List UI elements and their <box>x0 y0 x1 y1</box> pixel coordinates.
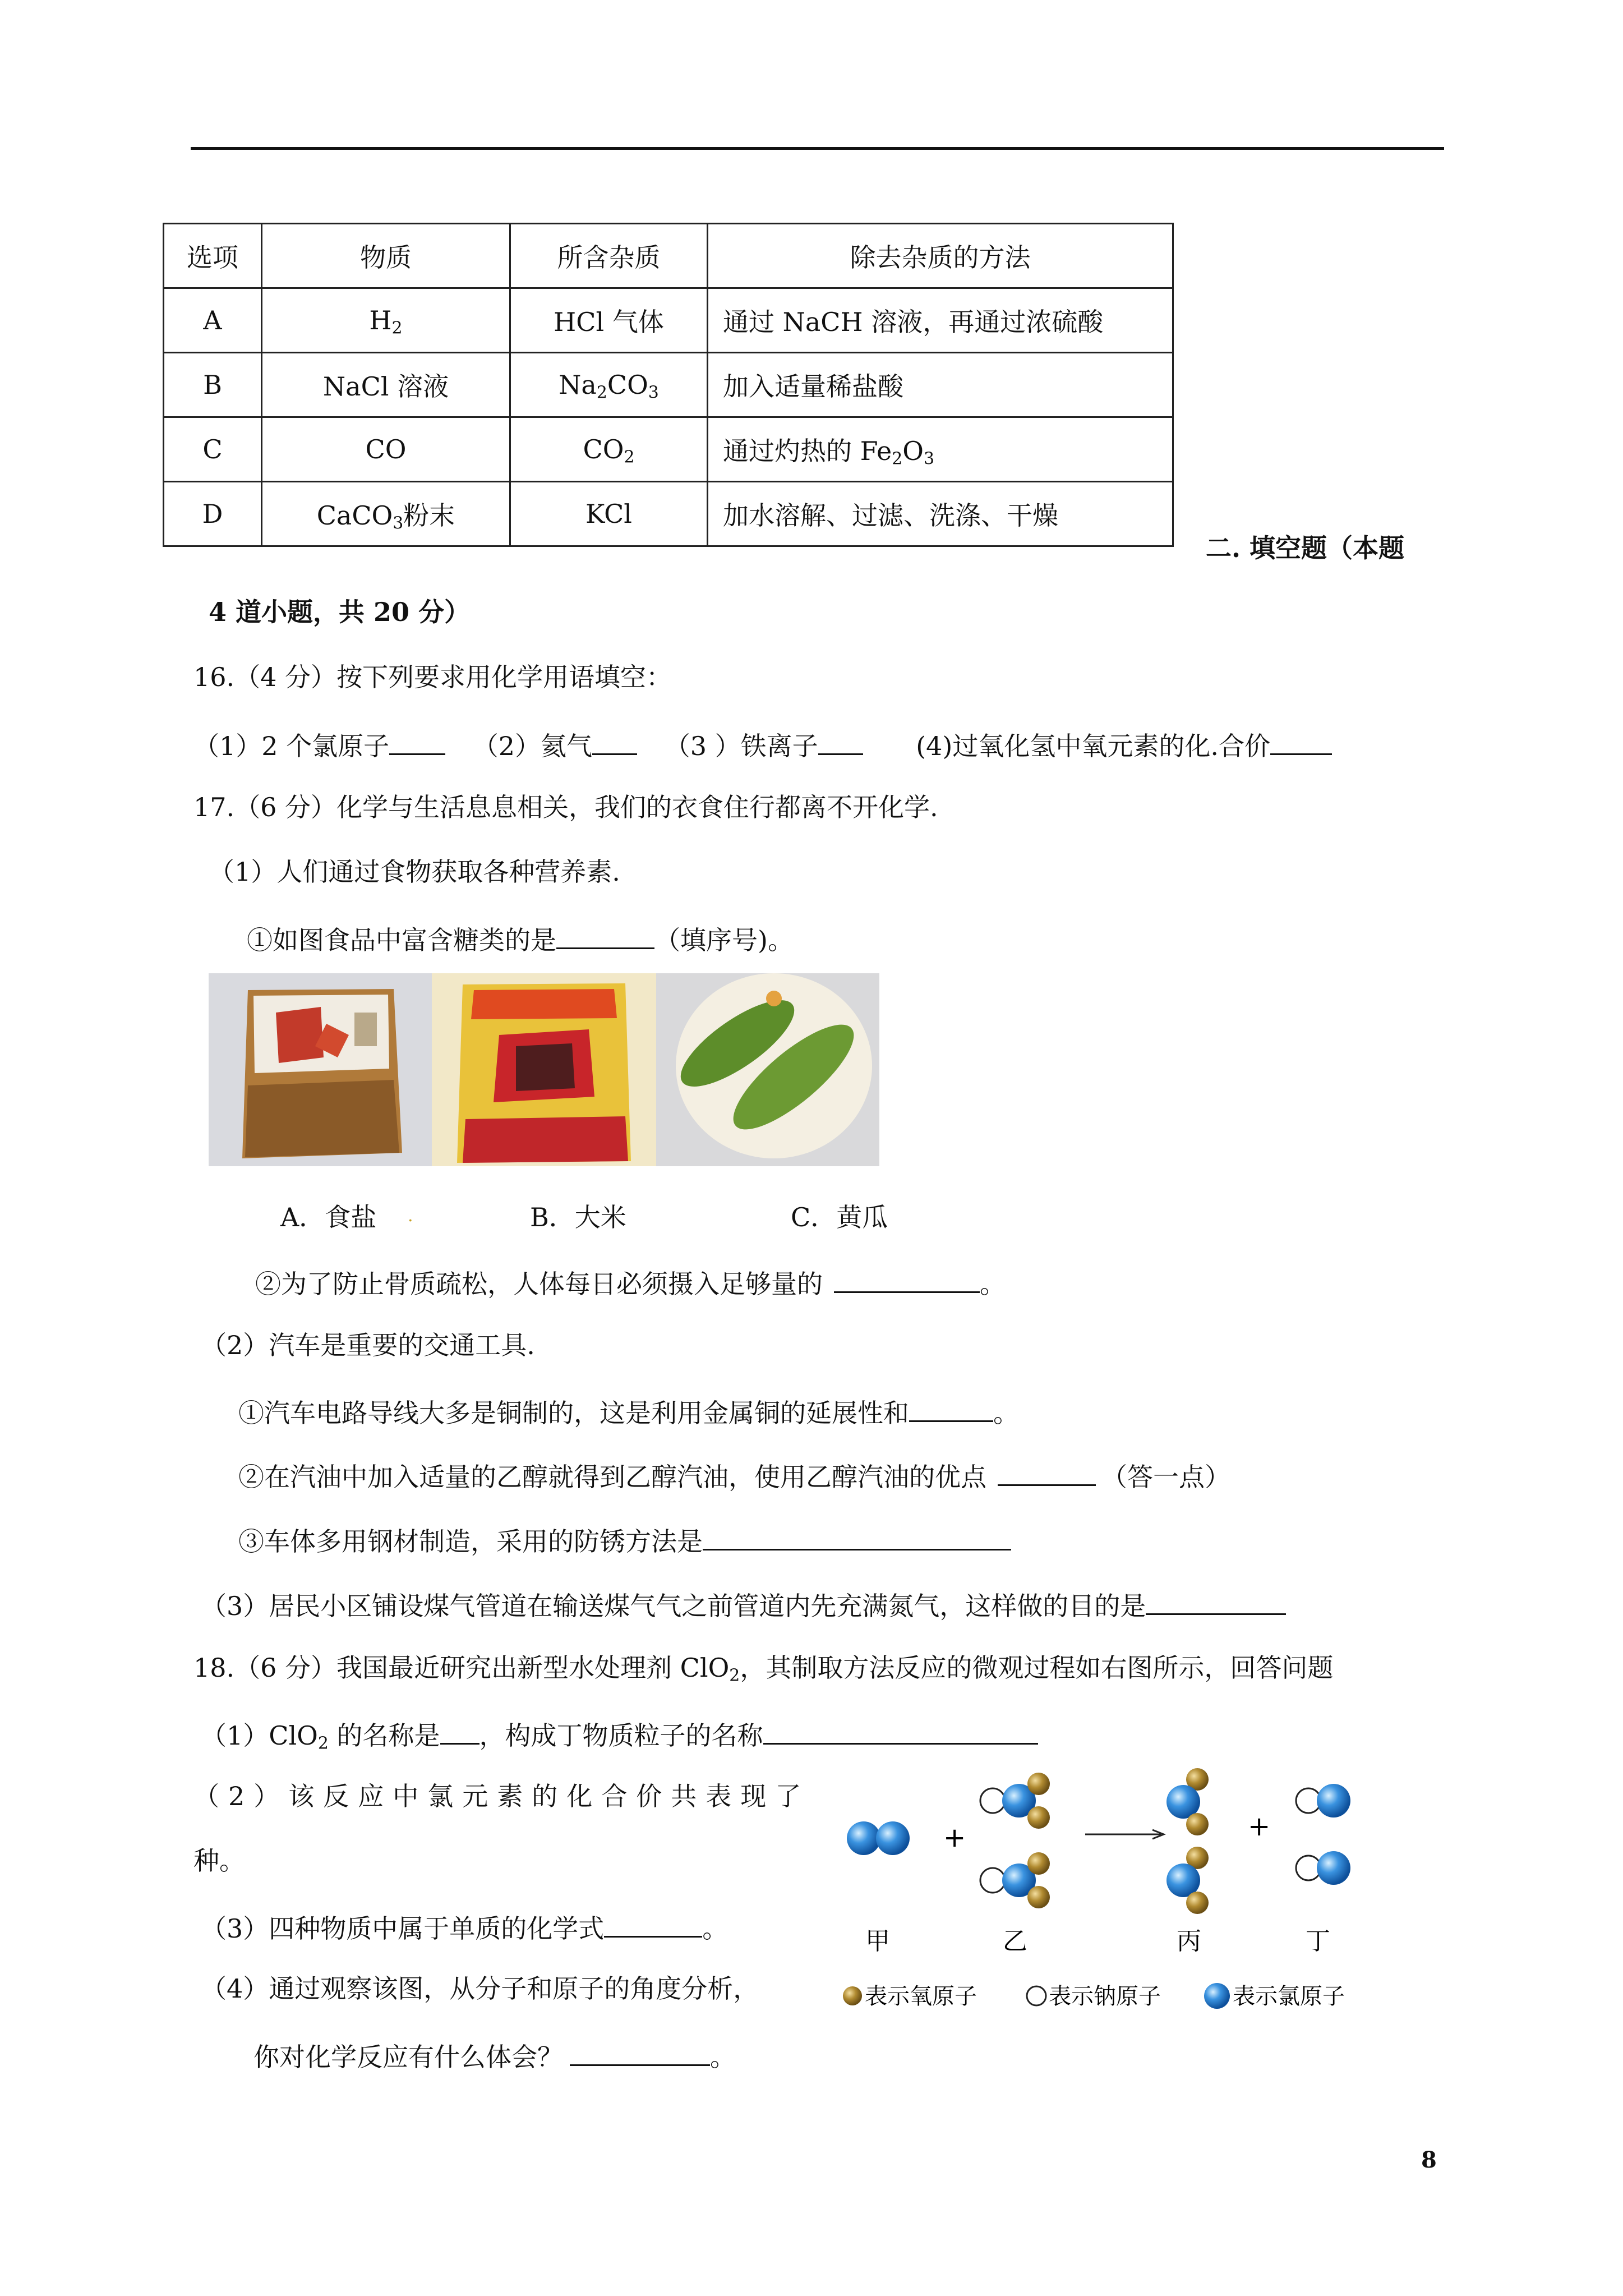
q18-sub1-text: （1）ClO$_2$ 的名称是 <box>201 1720 440 1754</box>
answer-blank[interactable] <box>998 1458 1096 1486</box>
q18-sub3-text: （3）四种物质中属于单质的化学式 <box>201 1913 605 1944</box>
q17-sub2-q1-tail: 。 <box>993 1398 1019 1428</box>
molecule-ding-2 <box>1296 1851 1350 1885</box>
cell-option: D <box>164 482 262 546</box>
label-jia: 甲 <box>865 1927 890 1955</box>
food-label-b: B．大米 <box>530 1202 626 1232</box>
answer-blank[interactable] <box>440 1717 479 1745</box>
q18-sub4-text: 你对化学反应有什么体会？ <box>253 2042 563 2072</box>
q18-sub4-tail: 。 <box>710 2042 736 2072</box>
header-option: 选项 <box>164 224 262 288</box>
cell-option: A <box>164 288 262 353</box>
q18-sub1-mid: ，构成丁物质粒子的名称 <box>479 1720 763 1751</box>
cell-impurity: $Na_2CO_3$ <box>510 353 708 417</box>
q17-sub1-q2-tail: 。 <box>980 1269 1006 1299</box>
q16-title: 16.（4 分）按下列要求用化学用语填空： <box>193 662 672 692</box>
label-yi: 乙 <box>1003 1927 1027 1955</box>
page-number: 8 <box>1421 2147 1437 2173</box>
section-heading-part2: 4 道小题，共 20 分） <box>209 597 471 627</box>
food-label-a: A．食盐 <box>280 1202 377 1232</box>
molecule-ding-1 <box>1296 1784 1350 1818</box>
q16-part1: （1）2 个氯原子 <box>193 731 390 761</box>
q18-title: 18.（6 分）我国最近研究出新型水处理剂 ClO$_2$，其制取方法反应的微观过程如右图所示，回答问题 <box>193 1653 1334 1686</box>
q17-title: 17.（6 分）化学与生活息息相关，我们的衣食住行都离不开化学. <box>193 792 938 822</box>
stray-dot: . <box>408 1206 413 1226</box>
molecule-yi-1 <box>980 1773 1050 1829</box>
answer-blank[interactable] <box>818 728 863 755</box>
q18-sub1 <box>201 1717 1038 1754</box>
cell-method: 加水溶解、过滤、洗涤、干燥 <box>708 482 1173 546</box>
q17-sub1: （1）人们通过食物获取各种营养素. <box>209 857 620 887</box>
header-method: 除去杂质的方法 <box>708 224 1173 288</box>
answer-blank[interactable] <box>592 728 637 755</box>
cell-method: 通过 NaCH 溶液，再通过浓硫酸 <box>708 288 1173 353</box>
q17-sub1-q2-text: ②为了防止骨质疏松，人体每日必须摄入足够量的 <box>255 1269 823 1299</box>
q18-sub4-line1: （4）通过观察该图，从分子和原子的角度分析， <box>201 1973 759 2004</box>
cell-option: B <box>164 353 262 417</box>
q17-sub1-q1 <box>247 922 794 956</box>
table-row <box>164 482 1173 546</box>
q18-sub3 <box>201 1910 728 1944</box>
cucumber-image <box>656 973 879 1166</box>
table-row <box>164 417 1173 482</box>
cell-option: C <box>164 417 262 482</box>
label-ding: 丁 <box>1306 1927 1330 1955</box>
q17-sub2-q2-text: ②在汽油中加入适量的乙醇就得到乙醇汽油，使用乙醇汽油的优点 <box>238 1462 986 1492</box>
molecule-jia <box>847 1821 910 1855</box>
legend-sodium <box>1027 1984 1161 2009</box>
q16-part3: （3 ）铁离子 <box>664 731 818 761</box>
cell-impurity: KCl <box>510 482 708 546</box>
q18-sub2-line1: （2）该反应中氯元素的化合价共表现了 <box>193 1781 810 1811</box>
q18-sub2-line2: 种。 <box>193 1846 245 1876</box>
answer-blank[interactable] <box>1270 728 1332 755</box>
q16-part2: （2）氦气 <box>472 731 593 761</box>
molecule-bing-2 <box>1166 1847 1209 1914</box>
molecule-yi-2 <box>980 1852 1050 1908</box>
table-row <box>164 353 1173 417</box>
table-header-row <box>164 224 1173 288</box>
plus-sign-1: + <box>943 1822 966 1853</box>
header-substance: 物质 <box>262 224 510 288</box>
answer-blank[interactable] <box>604 1910 702 1938</box>
answer-blank[interactable] <box>1146 1588 1286 1615</box>
label-bing: 丙 <box>1177 1927 1201 1955</box>
molecule-bing-1 <box>1166 1768 1209 1835</box>
reaction-diagram <box>830 1756 1368 2019</box>
q17-sub2-q1-text: ①汽车电路导线大多是铜制的，这是利用金属铜的延展性和 <box>238 1398 909 1428</box>
q18-sub4-line2 <box>253 2039 736 2073</box>
legend-sodium-label: 表示钠原子 <box>1049 1984 1161 2009</box>
legend-oxygen-label: 表示氧原子 <box>865 1984 977 2009</box>
legend-oxygen <box>843 1984 977 2009</box>
cell-method: 通过灼热的 $Fe_2O_3$ <box>708 417 1173 482</box>
q17-sub2-q1 <box>238 1395 1019 1429</box>
q17-sub2-q3-text: ③车体多用钢材制造，采用的防锈方法是 <box>238 1526 703 1557</box>
legend-chlorine-label: 表示氯原子 <box>1233 1984 1345 2009</box>
food-label-c: C．黄瓜 <box>791 1202 888 1232</box>
salt-bag-image <box>209 973 432 1166</box>
cell-impurity: HCl 气体 <box>510 288 708 353</box>
q17-sub1-q1-tail: （填序号)。 <box>654 925 794 955</box>
answer-blank[interactable] <box>834 1266 980 1293</box>
cell-method: 加入适量稀盐酸 <box>708 353 1173 417</box>
cell-substance: $H_2$ <box>262 288 510 353</box>
impurity-table <box>163 223 1174 547</box>
header-rule <box>191 147 1444 150</box>
cell-impurity: $CO_2$ <box>510 417 708 482</box>
cell-substance: NaCl 溶液 <box>262 353 510 417</box>
legend-chlorine <box>1204 1983 1345 2009</box>
q16-part4: (4)过氧化氢中氧元素的化.合价 <box>916 731 1270 761</box>
plus-sign-2: + <box>1248 1811 1271 1842</box>
q17-sub1-q2 <box>255 1266 1006 1300</box>
cell-substance: CO <box>262 417 510 482</box>
q17-sub2: （2）汽车是重要的交通工具. <box>201 1330 535 1360</box>
section-heading-part1: 二. 填空题（本题 <box>1206 533 1405 563</box>
q18-sub3-tail: 。 <box>702 1913 728 1944</box>
table-row <box>164 288 1173 353</box>
q17-sub3-text: （3）居民小区铺设煤气管道在输送煤气气之前管道内先充满氮气，这样做的目的是 <box>201 1591 1146 1621</box>
q17-sub3 <box>201 1588 1286 1622</box>
reaction-svg <box>830 1756 1368 2019</box>
header-impurity: 所含杂质 <box>510 224 708 288</box>
q17-sub2-q2-tail: （答一点） <box>1101 1462 1230 1492</box>
answer-blank[interactable] <box>703 1523 1011 1550</box>
answer-blank[interactable] <box>389 728 445 755</box>
answer-blank[interactable] <box>763 1717 1038 1745</box>
answer-blank[interactable] <box>909 1395 993 1422</box>
cell-substance: CaCO$_3$粉末 <box>262 482 510 546</box>
answer-blank[interactable] <box>556 922 654 949</box>
food-photos <box>209 973 879 1166</box>
q17-sub2-q2 <box>238 1458 1230 1493</box>
q17-sub1-q1-text: ①如图食品中富含糖类的是 <box>247 925 556 955</box>
answer-blank[interactable] <box>570 2039 710 2066</box>
rice-bag-image <box>432 973 656 1166</box>
q16-parts <box>193 728 1332 762</box>
q17-sub2-q3 <box>238 1523 1011 1557</box>
